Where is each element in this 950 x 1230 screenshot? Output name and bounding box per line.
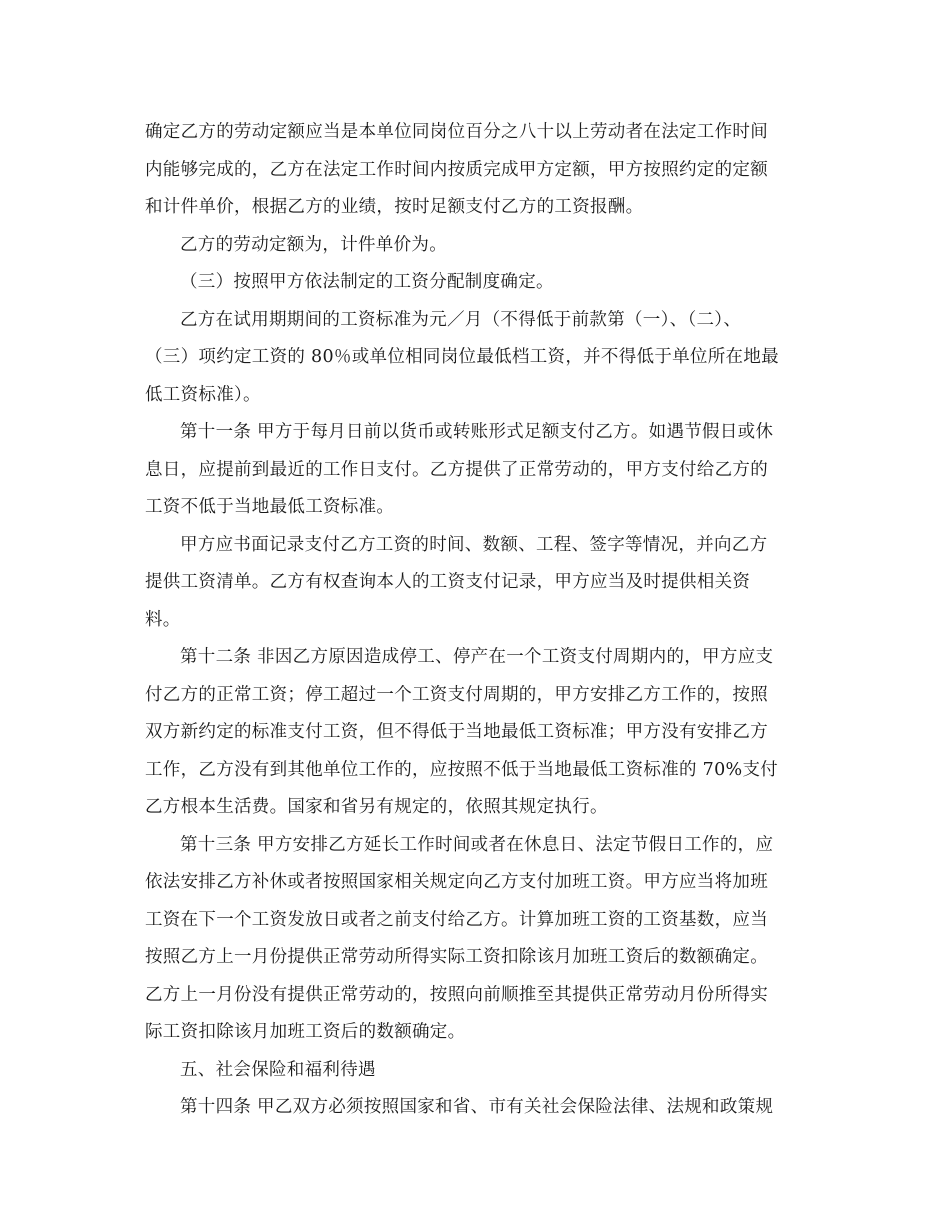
text-line: 乙方根本生活费。国家和省另有规定的，依照其规定执行。 [145, 797, 608, 817]
text-line: 工资在下一个工资发放日或者之前支付给乙方。计算加班工资的工资基数，应当 [145, 909, 768, 930]
text-line: 提供工资清单。乙方有权查询本人的工资支付记录，甲方应当及时提供相关资 [145, 572, 751, 592]
text-line: 际工资扣除该月加班工资后的数额确定。 [145, 1022, 466, 1042]
text-line: 工作，乙方没有到其他单位工作的，应按照不低于当地最低工资标准的 70%支付 [145, 759, 779, 780]
text-line: 甲方应书面记录支付乙方工资的时间、数额、工程、签字等情况，并向乙方 [180, 534, 768, 555]
text-line: 乙方上一月份没有提供正常劳动的，按照向前顺推至其提供正常劳动月份所得实 [145, 984, 768, 1005]
text-line: （三）按照甲方依法制定的工资分配制度确定。 [180, 272, 554, 292]
text-line: 确定乙方的劳动定额应当是本单位同岗位百分之八十以上劳动者在法定工作时间 [145, 122, 768, 142]
text-line: 第十一条 甲方于每月日前以货币或转账形式足额支付乙方。如遇节假日或休 [180, 422, 774, 442]
text-line: 乙方的劳动定额为，计件单价为。 [180, 234, 447, 255]
text-line: 五、社会保险和福利待遇 [180, 1059, 376, 1080]
text-line: 乙方在试用期期间的工资标准为元／月（不得低于前款第（一）、（二）、 [180, 309, 742, 330]
text-line: （三）项约定工资的 80％或单位相同岗位最低档工资，并不得低于单位所在地最 [145, 347, 779, 367]
text-line: 双方新约定的标准支付工资，但不得低于当地最低工资标准；甲方没有安排乙方 [145, 722, 768, 742]
text-line: 依法安排乙方补休或者按照国家相关规定向乙方支付加班工资。甲方应当将加班 [145, 872, 768, 892]
text-line: 料。 [145, 609, 181, 630]
text-line: 低工资标准）。 [145, 384, 261, 405]
text-line: 内能够完成的，乙方在法定工作时间内按质完成甲方定额，甲方按照约定的定额 [145, 159, 768, 180]
text-line: 第十四条 甲乙双方必须按照国家和省、市有关社会保险法律、法规和政策规 [180, 1097, 774, 1117]
text-line: 付乙方的正常工资；停工超过一个工资支付周期的，甲方安排乙方工作的，按照 [145, 684, 768, 705]
text-line: 工资不低于当地最低工资标准。 [145, 497, 395, 517]
text-line: 第十二条 非因乙方原因造成停工、停产在一个工资支付周期内的，甲方应支 [180, 647, 774, 667]
text-line: 按照乙方上一月份提供正常劳动所得实际工资扣除该月加班工资后的数额确定。 [145, 947, 768, 967]
text-line: 第十三条 甲方安排乙方延长工作时间或者在休息日、法定节假日工作的，应 [180, 834, 774, 855]
text-line: 和计件单价，根据乙方的业绩，按时足额支付乙方的工资报酬。 [145, 197, 644, 217]
document-body [145, 114, 805, 1127]
text-line: 息日，应提前到最近的工作日支付。乙方提供了正常劳动的，甲方支付给乙方的 [145, 459, 768, 480]
